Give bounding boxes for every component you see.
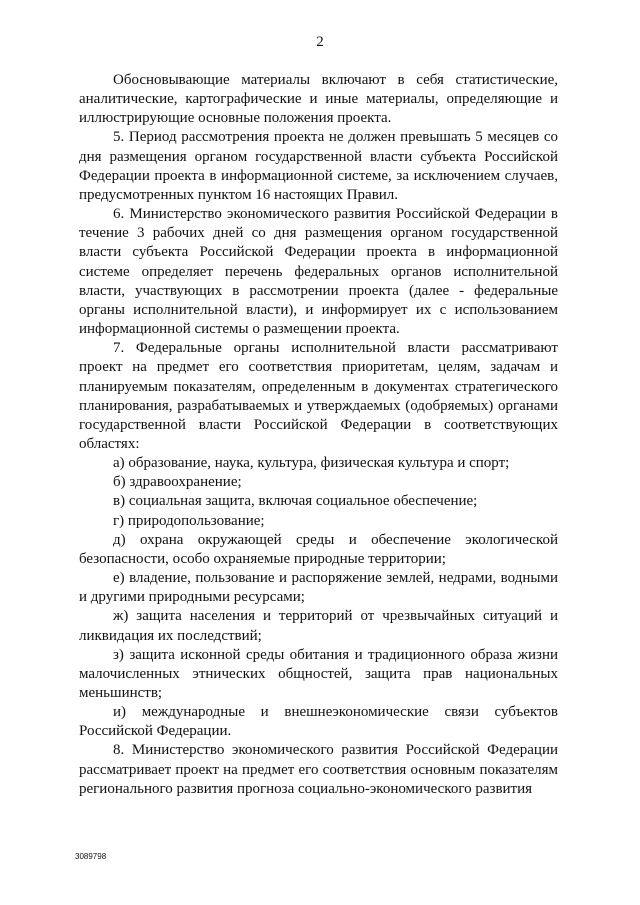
paragraph-6-ministry-list: 6. Министерство экономического развития Российской Федерации в течение 3 рабочих дней со дня размещения органом государственной власти субъекта Российской Федерации проекта в информационной системе определяет перечень федеральных органов исполнительной власти, участвующих в рассмотрении проекта (далее - федеральные органы исполнительной власти), и информирует их с использованием информационной системы о размещении проекта. <box>79 206 558 338</box>
list-item-g: г) природопользование; <box>113 512 265 529</box>
document-body <box>79 71 558 799</box>
paragraph-5-review-period: 5. Период рассмотрения проекта не должен превышать 5 месяцев со дня размещения органом государственной власти субъекта Российской Федерации проекта в информационной системе, за исключением случаев, предусмотренных пунктом 16 настоящих Правил. <box>79 129 558 203</box>
paragraph-7-federal-bodies: 7. Федеральные органы исполнительной власти рассматривают проект на предмет его соответствия приоритетам, целям, задачам и планируемым показателям, определенным в документах стратегического планирования, разрабатываемых и утверждаемых (одобряемых) органами государственной власти Российской Федерации в соответствующих областях: <box>79 340 558 452</box>
list-item-z: з) защита исконной среды обитания и традиционного образа жизни малочисленных этнических общностей, защита прав национальных меньшинств; <box>79 646 558 701</box>
list-item-e: е) владение, пользование и распоряжение землей, недрами, водными и другими природными ресурсами; <box>79 570 558 606</box>
list-item-v: в) социальная защита, включая социальное обеспечение; <box>113 493 478 510</box>
list-item-a: а) образование, наука, культура, физическая культура и спорт; <box>113 455 510 472</box>
list-item-d: д) охрана окружающей среды и обеспечение экологической безопасности, особо охраняемые природные территории; <box>79 531 558 567</box>
page-number: 2 <box>316 34 324 50</box>
paragraph-8-ministry-review: 8. Министерство экономического развития Российской Федерации рассматривает проект на предмет его соответствия основным показателям регионального развития прогноза социально-экономического развития <box>79 742 558 797</box>
paragraph-justification-materials: Обосновывающие материалы включают в себя статистические, аналитические, картографические и иные материалы, определяющие и иллюстрирующие основные положения проекта. <box>79 72 558 127</box>
list-item-zh: ж) защита населения и территорий от чрезвычайных ситуаций и ликвидация их последствий; <box>79 608 558 644</box>
document-code: 3089798 <box>75 852 107 861</box>
list-item-b: б) здравоохранение; <box>113 474 242 491</box>
list-item-i: и) международные и внешнеэкономические связи субъектов Российской Федерации. <box>79 704 558 740</box>
